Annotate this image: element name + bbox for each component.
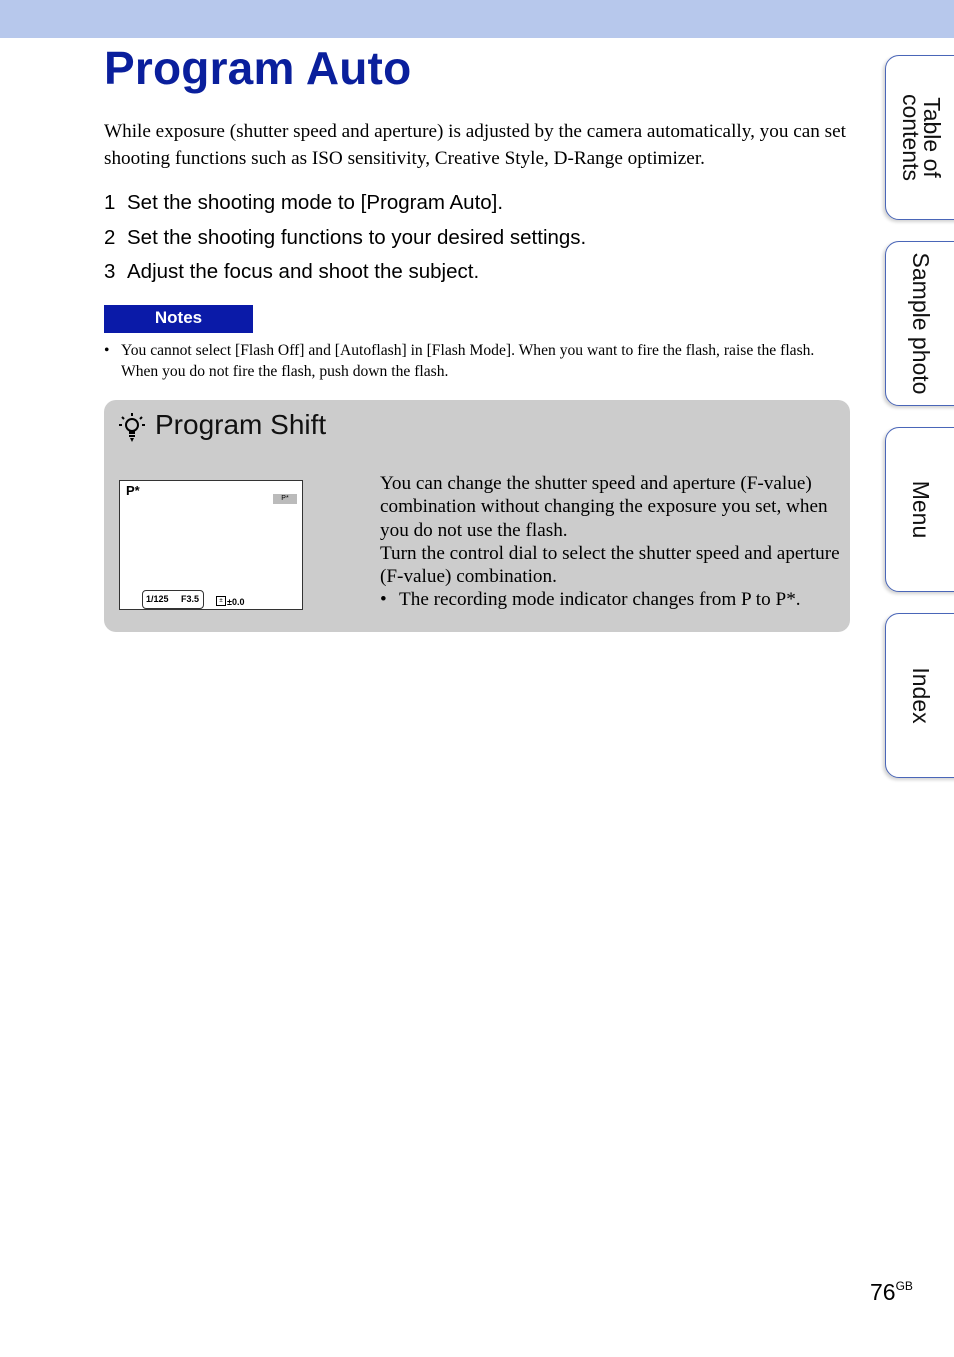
- notes-label: Notes: [104, 305, 253, 333]
- tab-label: Sample photo: [908, 252, 935, 395]
- step-number: 1: [104, 191, 116, 214]
- tab-label: Menu: [908, 480, 935, 539]
- page-number-value: 76: [870, 1279, 896, 1305]
- step-2: [104, 222, 586, 257]
- lightbulb-icon: [118, 412, 146, 444]
- tip-bullet-text: The recording mode indicator changes from P to P*.: [399, 589, 801, 611]
- steps-list: [104, 187, 586, 291]
- step-text: Set the shooting mode to [Program Auto].: [127, 191, 504, 214]
- step-3: [104, 256, 586, 291]
- exposure-comp-icon: ±: [216, 596, 226, 606]
- step-text: Set the shooting functions to your desired settings.: [127, 225, 587, 249]
- camera-screen-illustration: [119, 480, 303, 610]
- tab-table-of-contents[interactable]: [885, 55, 954, 220]
- tip-bullet-item: [380, 588, 840, 611]
- tab-index[interactable]: [885, 613, 954, 778]
- page-title: Program Auto: [104, 42, 412, 94]
- note-text: You cannot select [Flash Off] and [Autoflash] in [Flash Mode]. When you want to fire the flash, raise the flash. When you do not fire the flash, push down the flash.: [121, 342, 815, 380]
- aperture-value: F3.5: [181, 594, 200, 604]
- tip-box: [104, 400, 850, 632]
- exposure-comp-value: ±0.0: [227, 597, 245, 607]
- tab-sample-photo[interactable]: [885, 241, 954, 406]
- step-1: [104, 187, 586, 222]
- bullet: •: [104, 342, 110, 359]
- step-number: 3: [104, 260, 116, 283]
- tab-label: Index: [908, 667, 935, 724]
- step-text: Adjust the focus and shoot the subject.: [127, 260, 480, 283]
- page-number-suffix: GB: [895, 1279, 913, 1293]
- tip-body: [380, 472, 840, 612]
- tab-label: Table of contents: [898, 94, 945, 181]
- shutter-speed: 1/125: [146, 594, 169, 604]
- mode-badge: P*: [273, 494, 297, 504]
- tip-paragraph-1: You can change the shutter speed and aperture (F-value) combination without changing the exposure you set, when you do not use the flash.: [380, 473, 828, 541]
- step-number: 2: [104, 225, 116, 249]
- exposure-readout: [142, 590, 204, 609]
- tip-title: Program Shift: [155, 409, 327, 440]
- page-number: [870, 1279, 913, 1306]
- tab-menu[interactable]: [885, 427, 954, 592]
- bullet: •: [380, 589, 387, 611]
- note-item: [104, 340, 852, 382]
- mode-indicator: P*: [126, 483, 140, 498]
- intro-paragraph: While exposure (shutter speed and aperture) is adjusted by the camera automatically, you can set shooting functions such as ISO sensitivity, Creative Style, D-Range optimizer.: [104, 121, 846, 169]
- header-band: [0, 0, 954, 38]
- tip-paragraph-2: Turn the control dial to select the shutter speed and aperture (F-value) combination.: [380, 542, 840, 588]
